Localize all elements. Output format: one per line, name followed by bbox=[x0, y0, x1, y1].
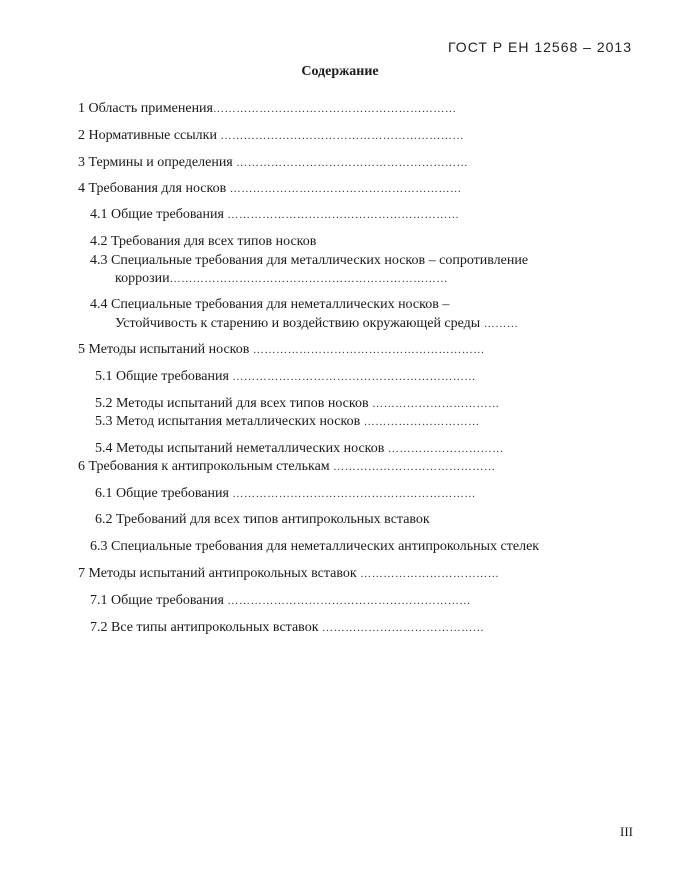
toc-leader-dots: ………………………… bbox=[363, 416, 480, 428]
toc-entry bbox=[95, 395, 500, 413]
toc-leader-dots: ……………………………… bbox=[360, 568, 500, 580]
toc-entry bbox=[78, 341, 485, 359]
document-code-header: ГОСТ Р ЕН 12568 – 2013 bbox=[448, 39, 632, 55]
toc-entry-continuation bbox=[115, 270, 448, 288]
toc-entry-text: 7 Методы испытаний антипрокольных вставок bbox=[78, 566, 357, 581]
toc-entry bbox=[90, 233, 316, 251]
toc-entry bbox=[78, 565, 499, 583]
toc-entry bbox=[95, 368, 476, 386]
toc-entry-text: 6.1 Общие требования bbox=[95, 486, 229, 501]
page-number: III bbox=[620, 824, 633, 839]
toc-entry bbox=[90, 538, 539, 556]
toc-entry-text: 6.2 Требований для всех типов антипрокольных вставок bbox=[95, 512, 430, 527]
toc-entry-text: 5.2 Методы испытаний для всех типов носков bbox=[95, 396, 369, 411]
toc-entry bbox=[90, 206, 459, 224]
toc-leader-dots: …………………………… bbox=[372, 398, 500, 410]
toc-entry-text: 2 Нормативные ссылки bbox=[78, 128, 217, 143]
toc-entry-text: 7.1 Общие требования bbox=[90, 593, 224, 608]
toc-entry-text: 6.3 Специальные требования для неметаллических антипрокольных стелек bbox=[90, 539, 540, 554]
toc-entry bbox=[90, 252, 528, 270]
toc-entry bbox=[90, 296, 449, 314]
toc-entry bbox=[78, 180, 462, 198]
toc-leader-dots: …………………………………………………… bbox=[252, 344, 485, 356]
toc-leader-dots: ……………………………………………………… bbox=[232, 371, 477, 383]
toc-entry-text: 1 Область применения bbox=[78, 101, 213, 116]
toc-entry-text: Устойчивость к старению и воздействию окружающей среды bbox=[115, 316, 481, 331]
toc-leader-dots: …………………………………………………… bbox=[229, 183, 462, 195]
toc-entry bbox=[90, 619, 484, 637]
toc-leader-dots: ……………………………………………………… bbox=[220, 130, 465, 142]
toc-entry-text: 7.2 Все типы антипрокольных вставок bbox=[90, 620, 319, 635]
toc-leader-dots: …………………………………………………… bbox=[236, 157, 469, 169]
toc-entry bbox=[95, 413, 480, 431]
toc-entry-text: 4.3 Специальные требования для металлических носков – сопротивление bbox=[90, 253, 529, 268]
toc-entry-text: 4 Требования для носков bbox=[78, 181, 227, 196]
toc-entry-text: 5.4 Методы испытаний неметаллических носков bbox=[95, 441, 385, 456]
toc-leader-dots: ……… bbox=[483, 318, 519, 330]
toc-entry bbox=[78, 100, 457, 118]
toc-leader-dots: ……………………………………………………… bbox=[227, 595, 472, 607]
toc-entry bbox=[95, 440, 504, 458]
toc-leader-dots: ……………………………………………………… bbox=[232, 488, 477, 500]
toc-leader-dots: …………………………………… bbox=[322, 622, 485, 634]
toc-entry bbox=[90, 592, 471, 610]
toc-leader-dots: …………………………………… bbox=[333, 461, 496, 473]
toc-entry bbox=[78, 458, 496, 476]
toc-entry bbox=[95, 511, 430, 529]
toc-entry bbox=[78, 127, 464, 145]
toc-entry-continuation bbox=[115, 315, 519, 333]
toc-leader-dots: ……………………………………………………… bbox=[213, 103, 457, 115]
toc-entry-text: 5.1 Общие требования bbox=[95, 369, 229, 384]
toc-entry bbox=[95, 485, 476, 503]
toc-entry-text: 3 Термины и определения bbox=[78, 155, 233, 170]
toc-entry-text: коррозии bbox=[115, 271, 170, 286]
toc-entry-text: 5 Методы испытаний носков bbox=[78, 342, 250, 357]
toc-leader-dots: …………………………………………………… bbox=[227, 209, 460, 221]
toc-leader-dots: ………………………… bbox=[387, 443, 504, 455]
toc-entry bbox=[78, 154, 468, 172]
toc-entry-text: 6 Требования к антипрокольным стелькам bbox=[78, 459, 330, 474]
toc-entry-text: 4.2 Требования для всех типов носков bbox=[90, 234, 317, 249]
toc-leader-dots: ……………………………………………………………… bbox=[169, 273, 449, 285]
toc-title: Содержание bbox=[301, 64, 379, 79]
toc-entry-text: 4.1 Общие требования bbox=[90, 207, 224, 222]
toc-entry-text: 5.3 Метод испытания металлических носков bbox=[95, 414, 361, 429]
toc-entry-text: 4.4 Специальные требования для неметаллических носков – bbox=[90, 297, 450, 312]
